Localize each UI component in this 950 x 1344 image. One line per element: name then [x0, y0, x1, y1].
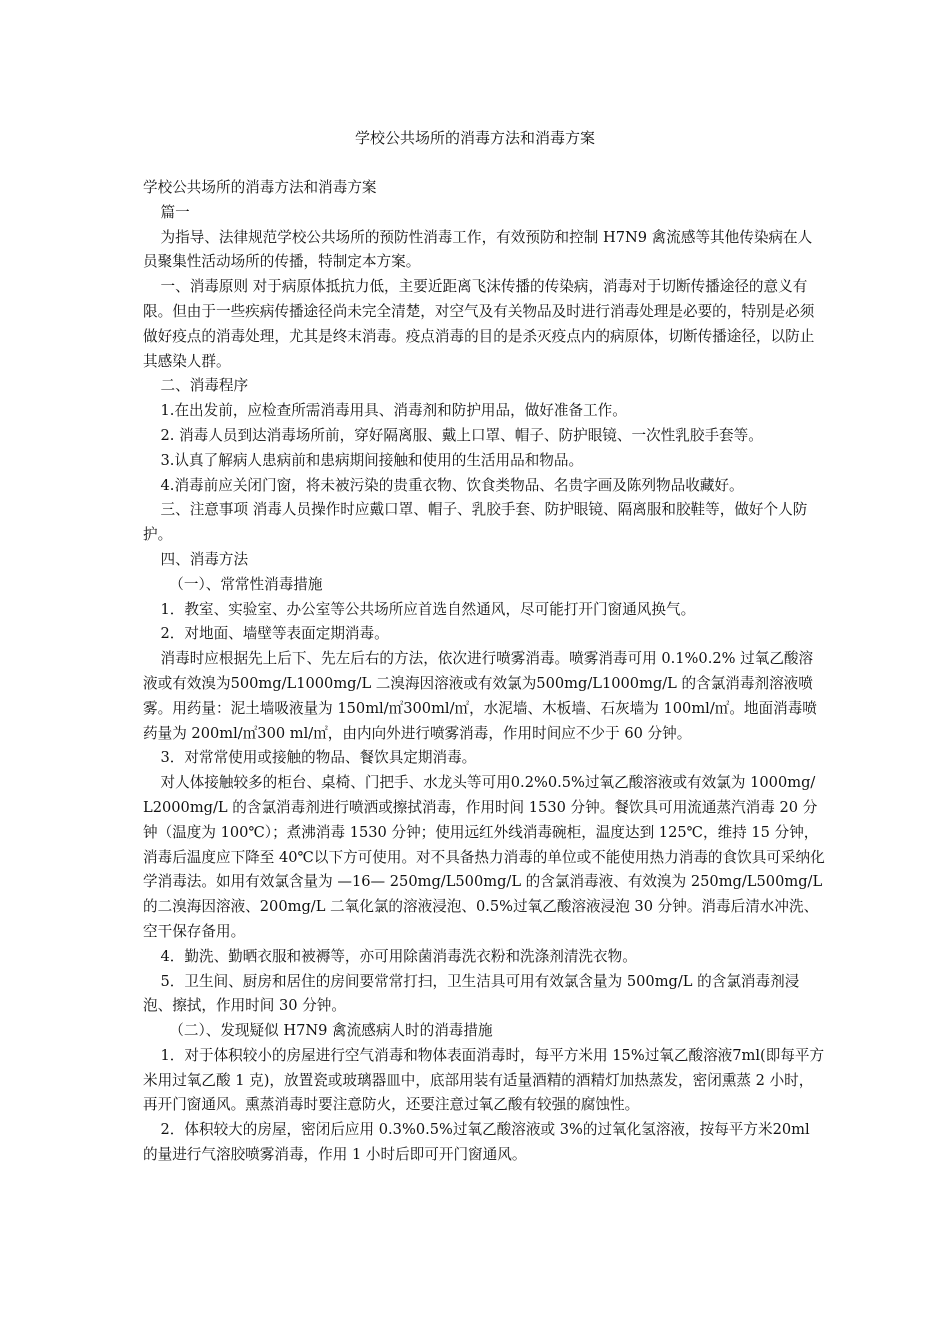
document-body: [143, 176, 825, 1168]
document-title: 学校公共场所的消毒方法和消毒方案: [354, 129, 595, 147]
paragraph-routine-3: 3．对常常使用或接触的物品、餐饮具定期消毒。: [160, 749, 477, 767]
paragraph-routine-2: 2．对地面、墙壁等表面定期消毒。: [160, 625, 389, 643]
paragraph-procedure-4: 4.消毒前应关闭门窗，将未被污染的贵重衣物、饮食类物品、名贵字画及陈列物品收藏好。: [160, 476, 744, 494]
paragraph-object-disinfection: 对人体接触较多的柜台、桌椅、门把手、水龙头等可用0.2%0.5%过氧乙酸溶液或有效氯为 1000mg/L2000mg/L 的含氯消毒剂进行喷洒或擦拭消毒，作用时间 1530 分钟。餐饮具可用流通蒸汽消毒 20 分钟（温度为 100℃）；煮沸消毒 1530 分钟；使用远红外线消毒碗柜，温度达到 125℃，维持 15 分钟，消毒后温度应下降至 40℃以下方可使用。对不具备热力消毒的单位或不能使用热力消毒的食饮具可采纳化学消毒法。如用有效氯含量为 —16— 250mg/L500mg/L 的含氯消毒液、有效溴为 250mg/L500mg/L 的二溴海因溶液、200mg/L 二氧化氯的溶液浸泡、0.5%过氧乙酸溶液浸泡 30 分钟。消毒后清水冲洗、空干保存备用。: [143, 774, 825, 940]
document-subtitle: 学校公共场所的消毒方法和消毒方案: [143, 179, 377, 196]
paragraph-procedure-1: 1.在出发前，应检查所需消毒用具、消毒剂和防护用品，做好准备工作。: [160, 402, 627, 420]
paragraph-spray-method: 消毒时应根据先上后下、先左后右的方法，依次进行喷雾消毒。喷雾消毒可用 0.1%0.2% 过氧乙酸溶液或有效溴为500mg/L1000mg/L 二溴海因溶液或有效氯为500mg/L1000mg/L 的含氯消毒剂溶液喷雾。用药量：泥土墙吸液量为 150ml/㎡300ml/㎡，水泥墙、木板墙、石灰墙为 100ml/㎡。地面消毒喷药量为 200ml/㎡300 ml/㎡，由内向外进行喷雾消毒，作用时间应不少于 60 分钟。: [143, 650, 817, 742]
paragraph-part-one: 篇一: [160, 203, 190, 221]
heading-routine-measures: （一）、常常性消毒措施: [169, 575, 323, 593]
paragraph-suspected-1: 1．对于体积较小的房屋进行空气消毒和物体表面消毒时，每平方米用 15%过氧乙酸溶液7ml(即每平方米用过氧乙酸 1 克)，放置瓷或玻璃器皿中，底部用装有适量酒精的酒精灯加热蒸发，密闭熏蒸 2 小时，再开门窗通风。熏蒸消毒时要注意防火，还要注意过氧乙酸有较强的腐蚀性。: [143, 1046, 825, 1114]
paragraph-routine-5: 5．卫生间、厨房和居住的房间要常常打扫，卫生洁具可用有效氯含量为 500mg/L 的含氯消毒剂浸泡、擦拭，作用时间 30 分钟。: [143, 972, 800, 1015]
paragraph-routine-4: 4．勤洗、勤晒衣服和被褥等，亦可用除菌消毒洗衣粉和洗涤剂清洗衣物。: [160, 947, 637, 965]
paragraph-procedure-3: 3.认真了解病人患病前和患病期间接触和使用的生活用品和物品。: [160, 451, 584, 469]
paragraph-intro: 为指导、法律规范学校公共场所的预防性消毒工作，有效预防和控制 H7N9 禽流感等其他传染病在人员聚集性活动场所的传播，特制定本方案。: [143, 228, 813, 271]
heading-methods: 四、消毒方法: [160, 550, 249, 568]
paragraph-routine-1: 1．教室、实验室、办公室等公共场所应首选自然通风，尽可能打开门窗通风换气。: [160, 600, 696, 618]
paragraph-precautions: 三、注意事项 消毒人员操作时应戴口罩、帽子、乳胶手套、防护眼镜、隔离服和胶鞋等，做好个人防护。: [143, 501, 808, 544]
paragraph-suspected-2: 2．体积较大的房屋，密闭后应用 0.3%0.5%过氧乙酸溶液或 3%的过氧化氢溶液，按每平方米20ml 的量进行气溶胶喷雾消毒，作用 1 小时后即可开门窗通风。: [143, 1121, 810, 1164]
heading-suspected-case-measures: （二）、发现疑似 H7N9 禽流感病人时的消毒措施: [169, 1022, 493, 1040]
heading-procedure: 二、消毒程序: [160, 377, 249, 395]
paragraph-procedure-2: 2. 消毒人员到达消毒场所前，穿好隔离服、戴上口罩、帽子、防护眼镜、一次性乳胶手套等。: [160, 426, 763, 444]
paragraph-principles: 一、消毒原则 对于病原体抵抗力低，主要近距离飞沫传播的传染病，消毒对于切断传播途径的意义有限。但由于一些疾病传播途径尚未完全清楚，对空气及有关物品及时进行消毒处理是必要的，特别是必须做好疫点的消毒处理，尤其是终末消毒。疫点消毒的目的是杀灭疫点内的病原体，切断传播途径，以防止其感染人群。: [143, 278, 815, 370]
